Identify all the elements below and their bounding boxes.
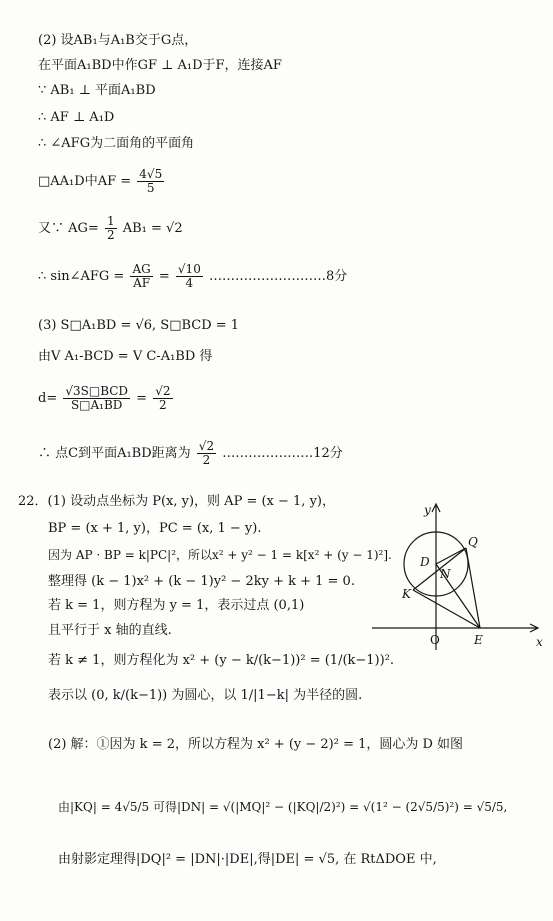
p2-line1: (2) 设AB₁与A₁B交于G点， bbox=[38, 33, 198, 48]
sin-fraction-1: $\frac{AG}{AF}$ bbox=[132, 262, 151, 291]
q22-line1: 22．(1) 设动点坐标为 P(x, y)，则 AP = (x − 1, y)， bbox=[18, 494, 335, 509]
ag-rest: AB₁ = √2 bbox=[122, 221, 183, 237]
q22-line8: 表示以 (0, k/(k−1)) 为圆心，以 1/|1−k| 为半径的圆. bbox=[48, 688, 363, 703]
p3-line4 bbox=[38, 440, 343, 467]
p2-line6 bbox=[38, 168, 166, 195]
d-label: d= bbox=[38, 391, 58, 407]
radius-dq bbox=[436, 548, 466, 564]
q22-line5: 若 k = 1，则方程为 y = 1，表示过点 (0,1) bbox=[48, 598, 305, 613]
p3-line2: 由V A₁-BCD = V C-A₁BD 得 bbox=[38, 349, 213, 364]
af-label: □AA₁D中AF = bbox=[38, 174, 132, 190]
q22-line6: 且平行于 x 轴的直线. bbox=[48, 623, 172, 638]
af-fraction: $\frac{4√5}{5}$ bbox=[139, 167, 163, 196]
p2-line2: 在平面A₁BD中作GF ⊥ A₁D于F，连接AF bbox=[38, 58, 282, 73]
p3-line1: (3) S□A₁BD = √6, S□BCD = 1 bbox=[38, 318, 240, 333]
circle-figure bbox=[368, 500, 546, 650]
label-q: Q bbox=[468, 535, 478, 549]
ag-fraction: $\frac{1}{2}$ bbox=[106, 214, 115, 243]
label-d: D bbox=[420, 555, 430, 569]
p2-line7 bbox=[38, 215, 183, 242]
q22-line3: 因为 AP · BP = k|PC|²，所以x² + y² − 1 = k[x² + (y − 1)²]. bbox=[48, 548, 392, 562]
p2-line5: ∴ ∠AFG为二面角的平面角 bbox=[38, 136, 195, 151]
distance-fraction: $\frac{√2}{2}$ bbox=[198, 439, 215, 468]
ag-label: 又∵ AG= bbox=[38, 221, 99, 237]
sin-label: ∴ sin∠AFG = bbox=[38, 269, 125, 285]
tangent-qe bbox=[466, 548, 480, 628]
label-x: x bbox=[536, 635, 543, 649]
label-o: O bbox=[430, 633, 440, 647]
q22-line4: 整理得 (k − 1)x² + (k − 1)y² − 2ky + k + 1 = 0. bbox=[48, 574, 355, 589]
p2-line4: ∴ AF ⊥ A₁D bbox=[38, 110, 115, 125]
p2-line3: ∵ AB₁ ⊥ 平面A₁BD bbox=[38, 83, 156, 98]
q22-line9: (2) 解：①因为 k = 2，所以方程为 x² + (y − 2)² = 1，圆心为 D 如图 bbox=[48, 737, 464, 752]
d-fraction-2: $\frac{√2}{2}$ bbox=[155, 384, 171, 413]
p3-line3: d= $\frac{\text{√3S□BCD}}{\text{S□A₁BD}}$ = $\frac{√2}{2}$ bbox=[38, 384, 171, 413]
label-k: K bbox=[402, 587, 411, 601]
q22-line7: 若 k ≠ 1，则方程化为 x² + (y − k/(k−1))² = (1/(k−1))². bbox=[48, 653, 395, 668]
label-n: N bbox=[440, 567, 451, 581]
score-8: ………………………8分 bbox=[208, 269, 348, 285]
p2-line8: ∴ sin∠AFG = $\frac{AG}{AF}$ = $\frac{√10}{4}$ ………………………8分 bbox=[38, 262, 348, 291]
score-12: …………………12分 bbox=[222, 446, 343, 462]
sin-fraction-2: $\frac{√10}{4}$ bbox=[177, 262, 201, 291]
q22-line10: 由|KQ| = 4√5/5 可得|DN| = √(|MQ|² − (|KQ|/2)²) = √(1² − (2√5/5)²) = √5/5, bbox=[58, 800, 508, 814]
tangent-ke bbox=[413, 590, 480, 628]
d-fraction-1: $\frac{\text{√3S□BCD}}{\text{S□A₁BD}}$ bbox=[65, 384, 129, 413]
label-e: E bbox=[474, 633, 483, 647]
q22-line2: BP = (x + 1, y)，PC = (x, 1 − y). bbox=[48, 521, 262, 536]
distance-label: ∴ 点C到平面A₁BD距离为 bbox=[38, 446, 191, 462]
label-y: y bbox=[424, 503, 431, 517]
q22-line11: 由射影定理得|DQ|² = |DN|·|DE|,得|DE| = √5, 在 RtΔDOE 中, bbox=[58, 852, 437, 867]
